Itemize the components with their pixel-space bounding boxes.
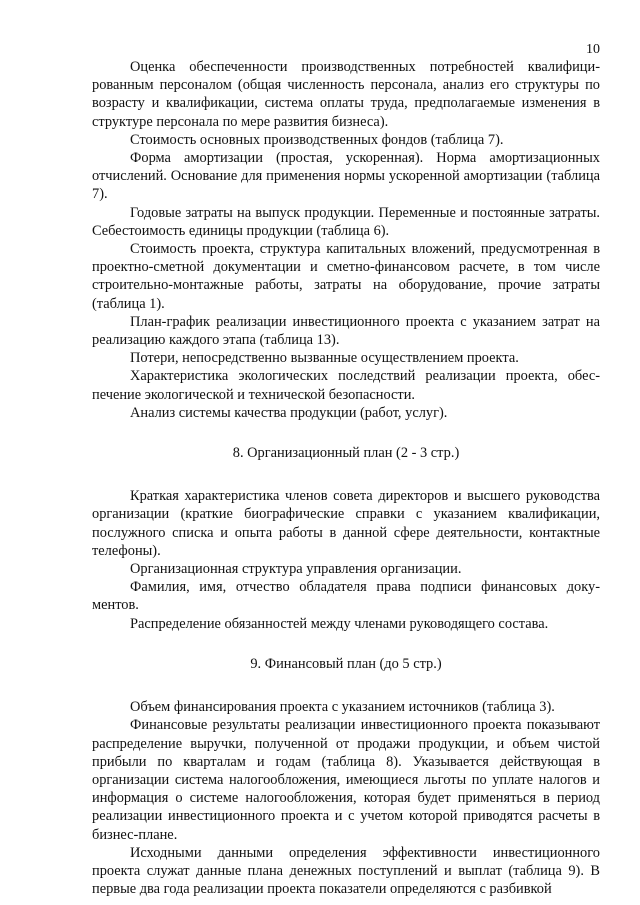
paragraph-fixed-assets: Стоимость основных производственных фондов (таблица 7). bbox=[130, 131, 504, 148]
paragraph-schedule: План-график реализации инвестиционного проекта с указанием затрат на реализацию каждого этапа (таблица 13). bbox=[92, 313, 600, 349]
paragraph-duties: Распределение обязанностей между членами руководящего состава. bbox=[130, 615, 549, 632]
paragraph-ecology: Характеристика экологических последствий реализации проекта, обеспечение экологической и технической безопасности. bbox=[92, 368, 600, 403]
paragraph-losses: Потери, непосредственно вызванные осуществлением проекта. bbox=[130, 350, 519, 367]
paragraph-annual-costs: Годовые затраты на выпуск продукции. Переменные и постоянные затраты. Себестоимость единицы продукции (таблица 6). bbox=[92, 204, 600, 239]
section-heading-financial-plan: 9. Финансовый план (до 5 стр.) bbox=[250, 655, 442, 672]
paragraph-quality: Анализ системы качества продукции (работ, услуг). bbox=[130, 404, 448, 421]
paragraph-project-cost: Стоимость проекта, структура капитальных вложений, предусмотренная в проектно-сметной документации и сметно-финансовом расчете, в том числе строительно-монтажные работы, затраты на оборудование, прочие затраты (таблица 1). bbox=[92, 241, 600, 312]
document-body bbox=[92, 58, 600, 898]
paragraph-depreciation: Форма амортизации (простая, ускоренная). Норма амортизационных отчислений. Основание для применения нормы ускоренной амортизации (таблица 7). bbox=[92, 150, 600, 203]
paragraph-org-structure: Организационная структура управления организации. bbox=[130, 561, 462, 578]
section-heading-organizational-plan: 8. Организационный план (2 - 3 стр.) bbox=[232, 445, 460, 462]
paragraph-board: Краткая характеристика членов совета директоров и высшего руководства организации (краткие биографические справки с указанием квалификации, послужного списка и опыта работы в данной сфере деятельности, контактные телефоны). bbox=[92, 488, 600, 559]
paragraph-personnel: Оценка обеспеченности производственных потребностей квалифицированным персоналом (общая численность персонала, анализ его структуры по возрасту и квалификации, система оплаты труда, предполагаемые изменения в структуре персонала по мере развития бизнеса). bbox=[92, 59, 600, 130]
paragraph-source-data: Исходными данными определения эффективности инвестиционного проекта служат данные плана денежных поступлений и выплат (таблица 9). В первые два года реализации проекта показатели определяются с разбивкой bbox=[92, 844, 600, 898]
paragraph-financial-results: Финансовые результаты реализации инвестиционного проекта показывают распределение выручки, полученной от продажи продукции, и объем чистой прибыли по кварталам и годам (таблица 8). Указывается действующая в организации система налогообложения, имеющиеся льготы по уплате налогов и информация о системе налогообложения, которая будет применяться в период реализации инвестиционного проекта и с учетом которой приводятся расчеты в бизнес-плане. bbox=[92, 717, 600, 843]
paragraph-signatory: Фамилия, имя, отчество обладателя права подписи финансовых документов. bbox=[92, 579, 600, 614]
page-number: 10 bbox=[586, 42, 600, 57]
paragraph-financing: Объем финансирования проекта с указанием источников (таблица 3). bbox=[130, 699, 555, 716]
